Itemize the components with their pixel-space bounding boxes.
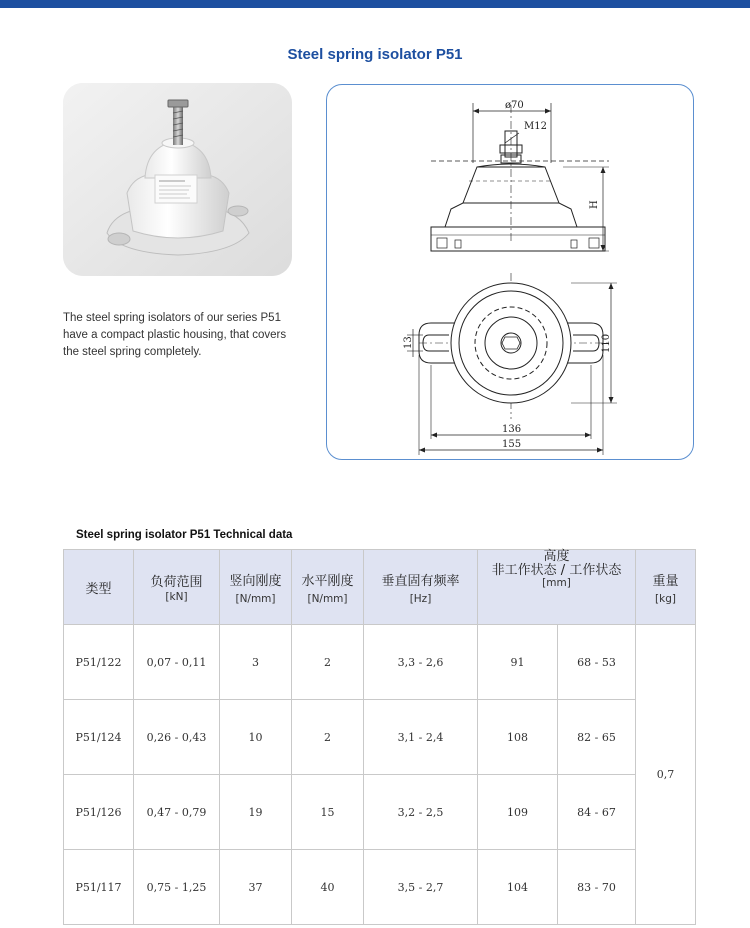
header-vertical-stiffness: 竖向刚度 [N/mm] <box>220 550 292 625</box>
cell-type: P51/122 <box>64 625 134 700</box>
table-row <box>64 700 696 775</box>
dim-slot-13: 13 <box>403 336 414 349</box>
table-row <box>64 625 696 700</box>
cell-hstiff: 15 <box>292 775 364 850</box>
cell-type: P51/117 <box>64 850 134 925</box>
cell-height-working: 82 - 65 <box>558 700 636 775</box>
header-weight: 重量 [kg] <box>636 550 696 625</box>
isolator-photo-illustration <box>63 83 292 276</box>
table-title: Steel spring isolator P51 Technical data <box>76 529 293 541</box>
cell-load: 0,26 - 0,43 <box>134 700 220 775</box>
cell-height-working: 84 - 67 <box>558 775 636 850</box>
cell-height-free: 109 <box>478 775 558 850</box>
cell-load: 0,07 - 0,11 <box>134 625 220 700</box>
cell-freq: 3,1 - 2,4 <box>364 700 478 775</box>
cell-height-free: 108 <box>478 700 558 775</box>
dim-width-110: 110 <box>601 333 612 353</box>
cell-freq: 3,2 - 2,5 <box>364 775 478 850</box>
cell-type: P51/124 <box>64 700 134 775</box>
cell-hstiff: 40 <box>292 850 364 925</box>
technical-drawing <box>326 84 694 460</box>
dim-height-h: H <box>589 200 600 209</box>
table-row <box>64 850 696 925</box>
dim-hole-spacing-136: 136 <box>502 424 522 435</box>
header-height: 高度 非工作状态 / 工作状态 [mm] <box>478 550 636 625</box>
cell-vstiff: 10 <box>220 700 292 775</box>
technical-data-table <box>63 549 696 925</box>
header-load-range: 负荷范围 [kN] <box>134 550 220 625</box>
table-row <box>64 775 696 850</box>
cell-vstiff: 3 <box>220 625 292 700</box>
dim-length-155: 155 <box>502 439 522 450</box>
header-type: 类型 <box>64 550 134 625</box>
cell-type: P51/126 <box>64 775 134 850</box>
dim-thread-m12: M12 <box>524 121 547 132</box>
cell-height-working: 68 - 53 <box>558 625 636 700</box>
cell-freq: 3,3 - 2,6 <box>364 625 478 700</box>
header-natural-frequency: 垂直固有频率 [Hz] <box>364 550 478 625</box>
cell-height-free: 91 <box>478 625 558 700</box>
header-horizontal-stiffness: 水平刚度 [N/mm] <box>292 550 364 625</box>
cell-freq: 3,5 - 2,7 <box>364 850 478 925</box>
product-description: The steel spring isolators of our series P51 have a compact plastic housing, that covers the steel spring completely. <box>63 312 287 358</box>
top-accent-bar <box>0 0 750 8</box>
cell-hstiff: 2 <box>292 625 364 700</box>
cell-height-free: 104 <box>478 850 558 925</box>
table-header-row <box>64 550 696 625</box>
cell-hstiff: 2 <box>292 700 364 775</box>
cell-load: 0,75 - 1,25 <box>134 850 220 925</box>
dim-diameter-70: ø70 <box>505 100 524 111</box>
page-title: Steel spring isolator P51 <box>287 46 463 63</box>
cell-vstiff: 37 <box>220 850 292 925</box>
cell-weight: 0,7 <box>636 625 696 925</box>
cell-vstiff: 19 <box>220 775 292 850</box>
cell-load: 0,47 - 0,79 <box>134 775 220 850</box>
cell-height-working: 83 - 70 <box>558 850 636 925</box>
product-photo <box>63 83 292 276</box>
